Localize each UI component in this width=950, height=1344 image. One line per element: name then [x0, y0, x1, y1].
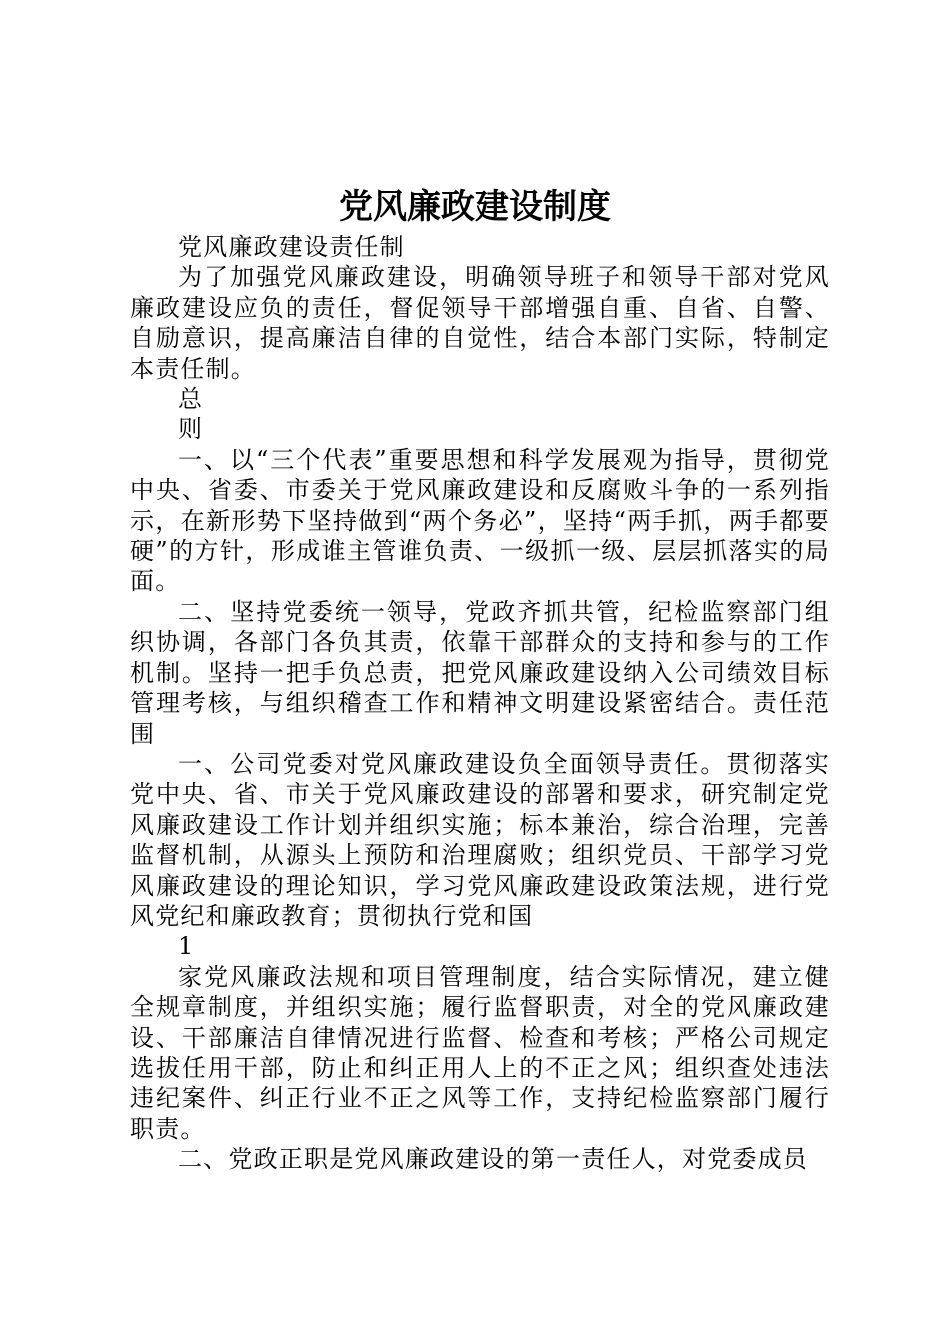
page-number: 1	[178, 932, 195, 961]
heading-zong: 总	[178, 385, 204, 414]
subtitle: 党风廉政建设责任制	[178, 233, 405, 261]
paragraph-intro: 为了加强党风廉政建设，明确领导班子和领导干部对党风廉政建设应负的责任，督促领导干部增强自重、自省、自警、自励意识，提高廉洁自律的自觉性，结合本部门实际，特制定本责任制。	[130, 263, 830, 383]
document-title: 党风廉政建设制度	[339, 187, 611, 227]
heading-ze: 则	[178, 415, 204, 444]
document-body	[130, 232, 830, 1175]
paragraph-general-2: 二、坚持党委统一领导，党政齐抓共管，纪检监察部门组织协调，各部门各负其责，依靠干部群众的支持和参与的工作机制。坚持一把手负总责，把党风廉政建设纳入公司绩效目标管理考核，与组织稽查工作和精神文明建设紧密结合。责任范围	[130, 597, 830, 748]
paragraph-general-1: 一、以“三个代表”重要思想和科学发展观为指导，贯彻党中央、省委、市委关于党风廉政建设和反腐败斗争的一系列指示，在新形势下坚持做到“两个务必”，坚持“两手抓，两手都要硬”的方针，形成谁主管谁负责、一级抓一级、层层抓落实的局面。	[130, 445, 830, 596]
paragraph-scope-1-continued: 家党风廉政法规和项目管理制度，结合实际情况，建立健全规章制度，并组织实施；履行监督职责，对全的党风廉政建设、干部廉洁自律情况进行监督、检查和考核；严格公司规定选拔任用干部，防止和纠正用人上的不正之风；组织查处违法违纪案件、纠正行业不正之风等工作，支持纪检监察部门履行职责。	[130, 962, 830, 1143]
paragraph-scope-1: 一、公司党委对党风廉政建设负全面领导责任。贯彻落实党中央、省、市关于党风廉政建设的部署和要求，研究制定党风廉政建设工作计划并组织实施；标本兼治，综合治理，完善监督机制，从源头上预防和治理腐败；组织党员、干部学习党风廉政建设的理论知识，学习党风廉政建设政策法规，进行党风党纪和廉政教育；贯彻执行党和国	[130, 749, 830, 930]
paragraph-scope-2: 二、党政正职是党风廉政建设的第一责任人，对党委成员	[178, 1145, 808, 1174]
